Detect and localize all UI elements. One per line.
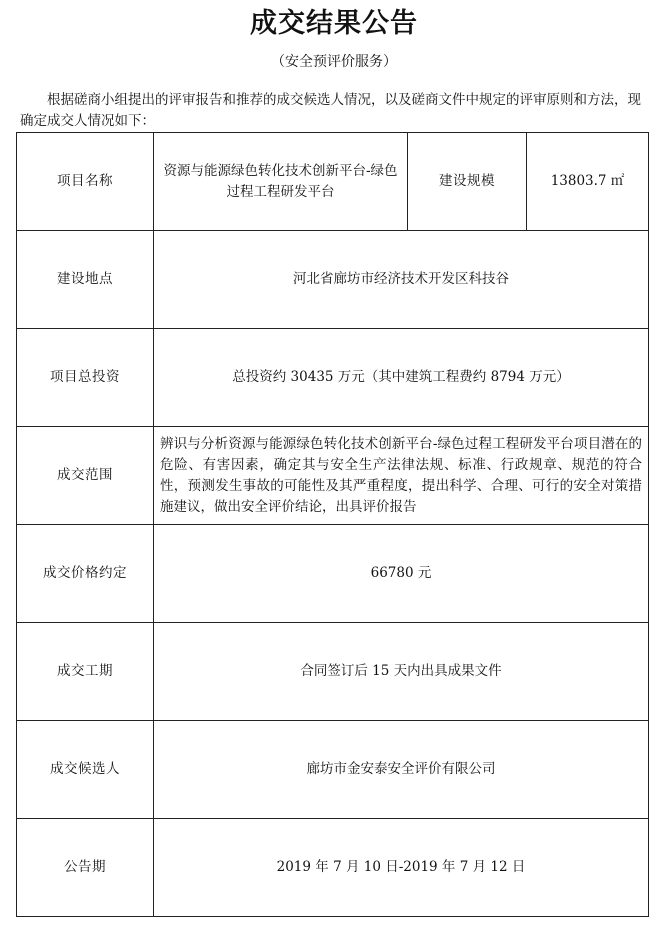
price-label: 成交价格约定 (17, 525, 154, 623)
page-title: 成交结果公告 (250, 8, 418, 39)
table-row-scope (17, 427, 649, 525)
investment-label: 项目总投资 (17, 329, 154, 427)
candidate-value: 廊坊市金安泰安全评价有限公司 (154, 721, 649, 819)
scope-label: 成交范围 (17, 427, 154, 525)
investment-value: 总投资约 30435 万元（其中建筑工程费约 8794 万元） (154, 329, 649, 427)
period-label: 成交工期 (17, 623, 154, 721)
table-row-location (17, 231, 649, 329)
price-value: 66780 元 (154, 525, 649, 623)
location-label: 建设地点 (17, 231, 154, 329)
table-row-candidate (17, 721, 649, 819)
project-name-label: 项目名称 (17, 133, 154, 231)
table-row-price (17, 525, 649, 623)
result-table (16, 132, 649, 917)
candidate-label: 成交候选人 (17, 721, 154, 819)
intro-paragraph: 根据磋商小组提出的评审报告和推荐的成交候选人情况，以及磋商文件中规定的评审原则和方法，现确定成交人情况如下： (20, 92, 641, 129)
table-row-project-name (17, 133, 649, 231)
scope-value: 辨识与分析资源与能源绿色转化技术创新平台-绿色过程工程研发平台项目潜在的危险、有害因素，确定其与安全生产法律法规、标准、行政规章、规范的符合性，预测发生事故的可能性及其严重程度，提出科学、合理、可行的安全对策措施建议，做出安全评价结论，出具评价报告 (154, 427, 649, 525)
table-row-investment (17, 329, 649, 427)
notice-period-label: 公告期 (17, 819, 154, 917)
scale-label: 建设规模 (408, 133, 527, 231)
period-value: 合同签订后 15 天内出具成果文件 (154, 623, 649, 721)
scale-value: 13803.7 ㎡ (527, 133, 649, 231)
project-name-value: 资源与能源绿色转化技术创新平台-绿色过程工程研发平台 (154, 133, 408, 231)
page-subtitle: （安全预评价服务） (271, 54, 397, 70)
notice-period-value: 2019 年 7 月 10 日-2019 年 7 月 12 日 (154, 819, 649, 917)
table-row-period (17, 623, 649, 721)
table-row-notice-period (17, 819, 649, 917)
location-value: 河北省廊坊市经济技术开发区科技谷 (154, 231, 649, 329)
